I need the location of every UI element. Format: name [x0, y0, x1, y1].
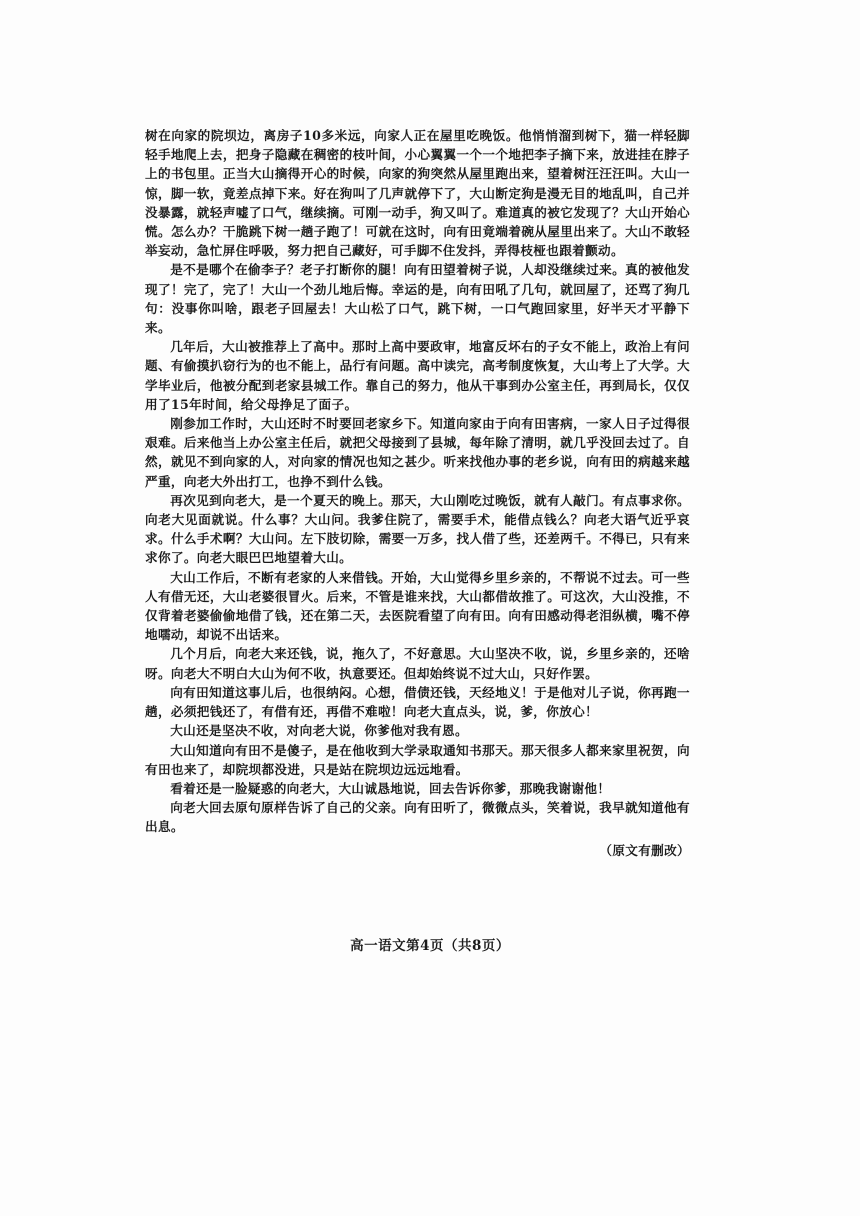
paragraph-1: 树在向家的院坝边，离房子10多米远，向家人正在屋里吃晚饭。他悄悄溜到树下，猫一样轻脚轻手地爬上去，把身子隐藏在稠密的枝叶间，小心翼翼一个一个地把李子摘下来，放进挂在脖子上的书包里。正当大山摘得开心的时候，向家的狗突然从屋里跑出来，望着树汪汪汪叫。大山一惊，脚一软，竟差点掉下来。好在狗叫了几声就停下了，大山断定狗是漫无目的地乱叫，自己并没暴露，就轻声嘘了口气，继续摘。可刚一动手，狗又叫了。难道真的被它发现了？大山开始心慌。怎么办？干脆跳下树一趟子跑了！可就在这时，向有田竟端着碗从屋里出来了。大山不敢轻举妄动，急忙屏住呼吸，努力把自己藏好，可手脚不住发抖，弄得枝桠也跟着颤动。 [145, 128, 690, 259]
paragraph-8: 向有田知道这事儿后，也很纳闷。心想，借债还钱，天经地义！于是他对儿子说，你再跑一趟，必须把钱还了，有借有还，再借不难啦！向老大直点头，说，爹，你放心！ [145, 684, 690, 720]
paragraph-6: 大山工作后，不断有老家的人来借钱。开始，大山觉得乡里乡亲的，不帮说不过去。可一些人有借无还，大山老婆很冒火。后来，不管是谁来找，大山都借故推了。可这次，大山没推，不仅背着老婆偷偷地借了钱，还在第二天，去医院看望了向有田。向有田感动得老泪纵横，嘴不停地嚅动，却说不出话来。 [145, 569, 690, 643]
paragraph-9: 大山还是坚决不收，对向老大说，你爹他对我有恩。 [170, 723, 468, 739]
paragraph-4: 刚参加工作时，大山还时不时要回老家乡下。知道向家由于向有田害病，一家人日子过得很艰难。后来他当上办公室主任后，就把父母接到了县城，每年除了清明，就几乎没回去过了。自然，就见不到向家的人，对向家的情况也知之甚少。听来找他办事的老乡说，向有田的病越来越严重，向老大外出打工，也挣不到什么钱。 [145, 416, 690, 489]
paragraph-11: 看着还是一脸疑惑的向老大，大山诚恳地说，回去告诉你爹，那晚我谢谢他！ [170, 780, 611, 796]
paragraph-10: 大山知道向有田不是傻子，是在他收到大学录取通知书那天。那天很多人都来家里祝贺，向有田也来了，却院坝都没进，只是站在院坝边远远地看。 [145, 742, 690, 777]
article-body [145, 126, 690, 860]
page-footer: 高一语文第4页（共8页） [350, 938, 510, 954]
paragraph-12: 向老大回去原句原样告诉了自己的父亲。向有田听了，微微点头，笑着说，我早就知道他有出息。 [145, 800, 690, 835]
paragraph-7: 几个月后，向老大来还钱，说，拖久了，不好意思。大山坚决不收，说，乡里乡亲的，还啥呀。向老大不明白大山为何不收，执意要还。但却始终说不过大山，只好作罢。 [145, 646, 690, 681]
paragraph-3: 几年后，大山被推荐上了高中。那时上高中要政审，地富反坏右的子女不能上，政治上有问题、有偷摸扒窃行为的也不能上，品行有问题。高中读完，高考制度恢复，大山考上了大学。大学毕业后，他被分配到老家县城工作。靠自己的努力，他从干事到办公室主任，再到局长，仅仅用了15年时间，给父母挣足了面子。 [145, 339, 690, 412]
paragraph-5: 再次见到向老大，是一个夏天的晚上。那天，大山刚吃过晚饭，就有人敲门。有点事求你。向老大见面就说。什么事？大山问。我爹住院了，需要手术，能借点钱么？向老大语气近乎哀求。什么手术啊？大山问。左下肢切除，需要一万多，找人借了些，还差两千。不得已，只有来求你了。向老大眼巴巴地望着大山。 [145, 492, 690, 566]
source-note: （原文有删改） [599, 842, 690, 858]
paragraph-2: 是不是哪个在偷李子？老子打断你的腿！向有田望着树子说，人却没继续过来。真的被他发现了！完了，完了！大山一个劲儿地后悔。幸运的是，向有田吼了几句，就回屋了，还骂了狗几句：没事你叫啥，跟老子回屋去！大山松了口气，跳下树，一口气跑回家里，好半天才平静下来。 [145, 262, 690, 336]
